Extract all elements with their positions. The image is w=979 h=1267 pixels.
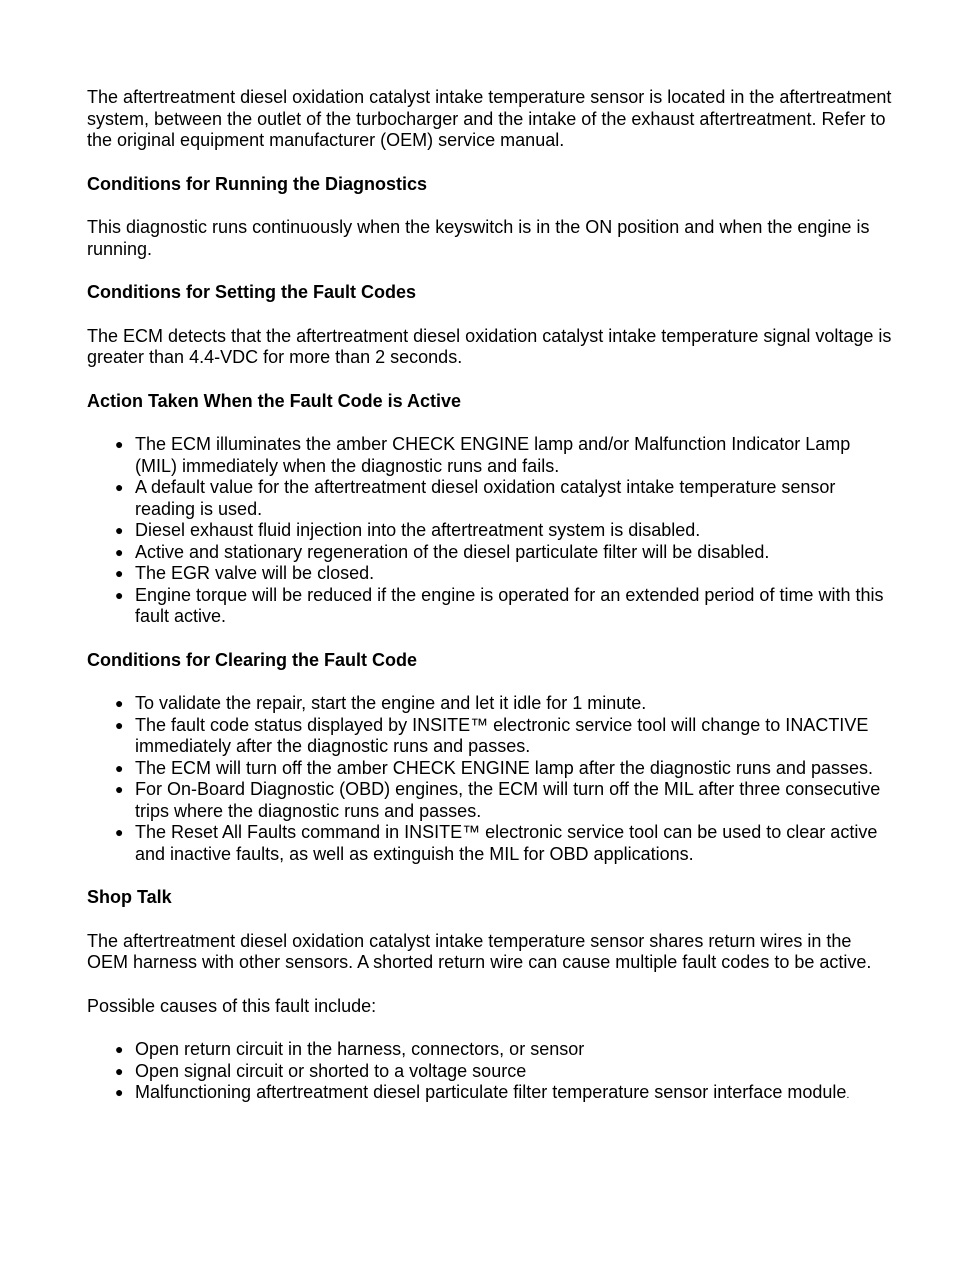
- bullet-icon: ●: [115, 436, 124, 452]
- list-item: ● Diesel exhaust fluid injection into the aftertreatment system is disabled.: [115, 520, 701, 540]
- list-item: ● To validate the repair, start the engine and let it idle for 1 minute.: [115, 693, 647, 713]
- action-list: [87, 434, 892, 628]
- trailing-period: .: [846, 1089, 850, 1101]
- list-item: ● Open signal circuit or shorted to a voltage source: [115, 1060, 527, 1081]
- list-item: ● Active and stationary regeneration of the diesel particulate filter will be disabled.: [115, 541, 770, 562]
- bullet-icon: ●: [115, 716, 124, 733]
- clearing-list: [87, 693, 892, 865]
- bullet-icon: ●: [115, 1041, 124, 1057]
- bullet-icon: ●: [115, 565, 124, 581]
- list-item: ● Open return circuit in the harness, connectors, or sensor: [115, 1039, 585, 1059]
- bullet-icon: ●: [115, 824, 124, 840]
- shoptalk-paragraph: The aftertreatment diesel oxidation catalyst intake temperature sensor shares return wires in the OEM harness with other sensors. A shorted return wire can cause multiple fault codes to be active.: [87, 930, 872, 972]
- list-item: ● A default value for the aftertreatment diesel oxidation catalyst intake temperature sensor reading is used.: [115, 477, 836, 519]
- list-item: ● For On-Board Diagnostic (OBD) engines, the ECM will turn off the MIL after three consecutive trips where the diagnostic runs and passes.: [115, 779, 881, 821]
- list-item: ● The fault code status displayed by INSITE™ electronic service tool will change to INACTIVE immediately after the diagnostic runs and passes.: [115, 714, 869, 756]
- list-item: ● Malfunctioning aftertreatment diesel particulate filter temperature sensor interface module.: [115, 1082, 850, 1102]
- list-item: ● The ECM will turn off the amber CHECK ENGINE lamp after the diagnostic runs and passes.: [115, 757, 873, 778]
- bullet-icon: ●: [115, 543, 124, 560]
- list-item: ● Engine torque will be reduced if the engine is operated for an extended period of time with this fault active.: [115, 584, 884, 626]
- setting-heading: Conditions for Setting the Fault Codes: [87, 282, 416, 302]
- list-item: ● The EGR valve will be closed.: [115, 563, 375, 583]
- bullet-icon: ●: [115, 759, 124, 776]
- bullet-icon: ●: [115, 781, 124, 797]
- list-item: ● The Reset All Faults command in INSITE™ electronic service tool can be used to clear active and inactive faults, as well as extinguish the MIL for OBD applications.: [115, 822, 878, 864]
- list-item: ● The ECM illuminates the amber CHECK ENGINE lamp and/or Malfunction Indicator Lamp (MIL) immediately when the diagnostic runs and fails.: [115, 434, 851, 476]
- bullet-icon: ●: [115, 479, 124, 495]
- causes-list: [87, 1039, 892, 1107]
- setting-paragraph: The ECM detects that the aftertreatment diesel oxidation catalyst intake temperature signal voltage is greater than 4.4-VDC for more than 2 seconds.: [87, 325, 892, 367]
- bullet-icon: ●: [115, 695, 124, 711]
- causes-intro: Possible causes of this fault include:: [87, 995, 377, 1016]
- bullet-icon: ●: [115, 1084, 124, 1100]
- bullet-icon: ●: [115, 586, 124, 603]
- action-heading: Action Taken When the Fault Code is Active: [87, 390, 462, 411]
- running-paragraph: This diagnostic runs continuously when the keyswitch is in the ON position and when the engine is running.: [87, 217, 870, 259]
- intro-paragraph: The aftertreatment diesel oxidation catalyst intake temperature sensor is located in the aftertreatment system, between the outlet of the turbocharger and the intake of the exhaust aftertreatment. Refer to the original equipment manufacturer (OEM) service manual.: [87, 87, 892, 150]
- bullet-icon: ●: [115, 1062, 124, 1079]
- bullet-icon: ●: [115, 522, 124, 538]
- clearing-heading: Conditions for Clearing the Fault Code: [87, 649, 417, 670]
- running-heading: Conditions for Running the Diagnostics: [87, 173, 427, 194]
- document-page: [87, 87, 892, 1129]
- shoptalk-heading: Shop Talk: [87, 887, 172, 907]
